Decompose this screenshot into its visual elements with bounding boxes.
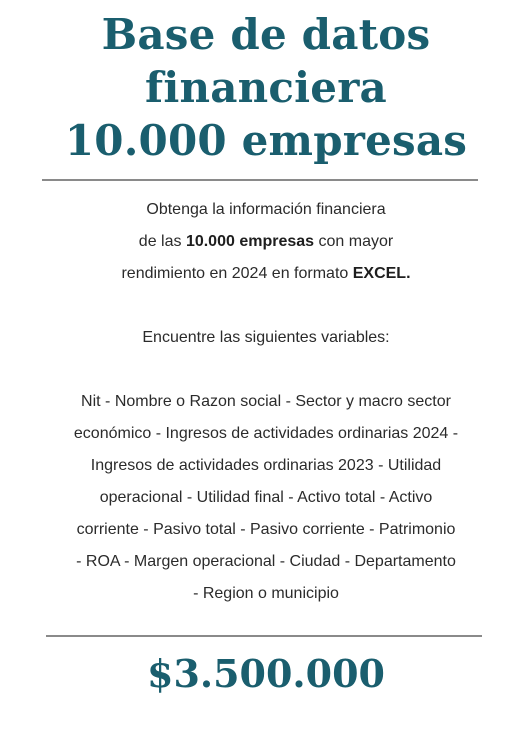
- variables-line: - Region o municipio: [193, 585, 339, 602]
- title-line-1: Base de datos: [101, 10, 431, 59]
- bottom-divider: [46, 635, 482, 637]
- variables-list: [20, 386, 512, 610]
- variables-line: corriente - Pasivo total - Pasivo corriente - Patrimonio: [76, 521, 456, 538]
- variables-line: Ingresos de actividades ordinarias 2023 - Utilidad: [90, 457, 442, 474]
- intro-line-3-prefix: rendimiento en 2024 en formato: [121, 265, 353, 282]
- variables-line: económico - Ingresos de actividades ordinarias 2024 -: [73, 425, 459, 442]
- variables-line: - ROA - Margen operacional - Ciudad - Departamento: [76, 553, 456, 570]
- intro-highlight-format: EXCEL.: [352, 265, 411, 282]
- intro-line-2-suffix: con mayor: [314, 233, 394, 250]
- variables-line: operacional - Utilidad final - Activo total - Activo: [99, 489, 433, 506]
- price-label: $3.500.000: [147, 651, 385, 696]
- intro-line-3: [20, 258, 512, 290]
- top-divider: [42, 179, 478, 181]
- variables-heading: Encuentre las siguientes variables:: [142, 329, 390, 346]
- page-title: [20, 8, 512, 167]
- intro-highlight-companies: 10.000 empresas: [185, 233, 315, 250]
- title-line-3: 10.000 empresas: [64, 116, 468, 165]
- variables-line: Nit - Nombre o Razon social - Sector y macro sector: [81, 393, 451, 410]
- intro-line-2-prefix: de las: [138, 233, 186, 250]
- intro-line-1: Obtenga la información financiera: [146, 201, 386, 218]
- intro-paragraph: [20, 194, 512, 290]
- intro-line-2: [20, 226, 512, 258]
- title-line-2: financiera: [145, 63, 387, 112]
